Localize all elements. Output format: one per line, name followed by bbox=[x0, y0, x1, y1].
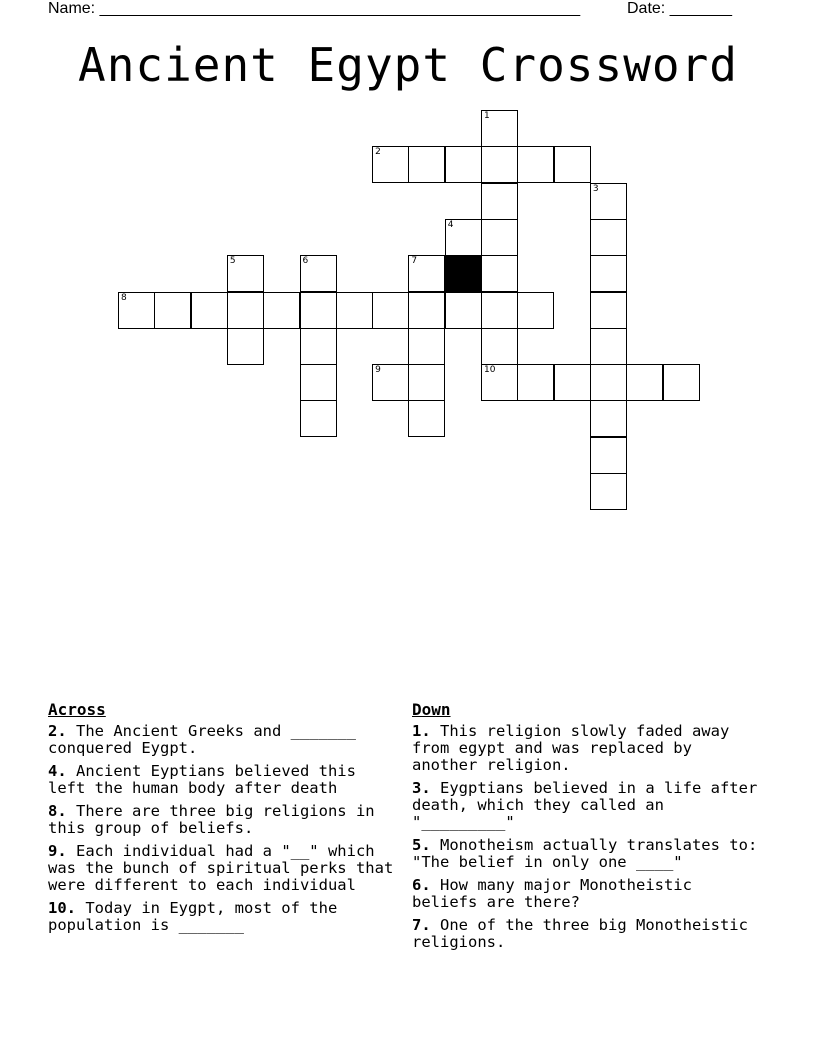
crossword-cell[interactable] bbox=[481, 110, 518, 147]
crossword-cell[interactable] bbox=[481, 255, 518, 292]
clue-text: Each individual had a "__" which was the bunch of spiritual perks that were different to each individual bbox=[48, 842, 394, 894]
across-clues bbox=[48, 700, 400, 940]
cell-number: 9 bbox=[375, 365, 381, 376]
clue-text: Ancient Eyptians believed this left the human body after death bbox=[48, 762, 356, 797]
crossword-cell[interactable] bbox=[590, 364, 627, 401]
crossword-cell[interactable] bbox=[590, 400, 627, 437]
crossword-cell[interactable] bbox=[481, 183, 518, 220]
crossword-cell[interactable] bbox=[191, 292, 228, 329]
clue-down-3 bbox=[412, 780, 762, 831]
crossword-cell[interactable] bbox=[300, 400, 337, 437]
crossword-cell[interactable] bbox=[517, 146, 554, 183]
crossword-cell[interactable] bbox=[372, 146, 409, 183]
down-clues bbox=[412, 700, 762, 957]
crossword-cell[interactable] bbox=[663, 364, 700, 401]
crossword-cell[interactable] bbox=[481, 219, 518, 256]
across-heading: Across bbox=[48, 700, 106, 719]
clue-down-1 bbox=[412, 723, 762, 774]
crossword-cell[interactable] bbox=[590, 292, 627, 329]
clue-text: Eygptians believed in a life after death, which they called an "_________" bbox=[412, 779, 758, 831]
crossword-cell[interactable] bbox=[445, 219, 482, 256]
crossword-cell[interactable] bbox=[481, 364, 518, 401]
crossword-cell[interactable] bbox=[590, 255, 627, 292]
clue-across-8 bbox=[48, 803, 400, 837]
clue-text: How many major Monotheistic beliefs are there? bbox=[412, 876, 692, 911]
crossword-cell[interactable] bbox=[590, 183, 627, 220]
page-title: Ancient Egypt Crossword bbox=[78, 38, 738, 92]
clue-number: 2. bbox=[48, 722, 67, 740]
crossword-cell[interactable] bbox=[300, 292, 337, 329]
clue-number: 9. bbox=[48, 842, 67, 860]
clue-text: Today in Eygpt, most of the population is _______ bbox=[48, 899, 338, 934]
clue-text: The Ancient Greeks and _______ conquered Eygpt. bbox=[48, 722, 356, 757]
crossword-cell[interactable] bbox=[227, 255, 264, 292]
crossword-cell[interactable] bbox=[227, 328, 264, 365]
clue-number: 4. bbox=[48, 762, 67, 780]
clue-number: 8. bbox=[48, 802, 67, 820]
crossword-cell[interactable] bbox=[590, 219, 627, 256]
crossword-cell[interactable] bbox=[590, 437, 627, 474]
crossword-cell[interactable] bbox=[517, 364, 554, 401]
crossword-cell[interactable] bbox=[554, 364, 591, 401]
crossword-cell[interactable] bbox=[372, 292, 409, 329]
cell-number: 10 bbox=[484, 365, 496, 376]
cell-number: 3 bbox=[592, 183, 599, 194]
crossword-cell[interactable] bbox=[154, 292, 191, 329]
cell-number: 2 bbox=[375, 147, 381, 158]
clue-down-7 bbox=[412, 917, 762, 951]
crossword-cell[interactable] bbox=[300, 255, 337, 292]
crossword-cell[interactable] bbox=[300, 328, 337, 365]
crossword-cell[interactable] bbox=[626, 364, 663, 401]
cell-number: 1 bbox=[484, 111, 490, 121]
clue-text: Monotheism actually translates to: "The belief in only one ____" bbox=[412, 836, 758, 871]
crossword-black-cell bbox=[445, 255, 482, 292]
cell-number: 7 bbox=[411, 256, 418, 267]
crossword-cell[interactable] bbox=[336, 292, 373, 329]
crossword-cell[interactable] bbox=[445, 292, 482, 329]
clue-down-5 bbox=[412, 837, 762, 871]
clue-number: 10. bbox=[48, 899, 76, 917]
crossword-cell[interactable] bbox=[300, 364, 337, 401]
date-field-label[interactable]: Date: _______ bbox=[627, 0, 732, 17]
clue-across-2 bbox=[48, 723, 400, 757]
crossword-cell[interactable] bbox=[481, 328, 518, 365]
crossword-cell[interactable] bbox=[445, 146, 482, 183]
crossword-cell[interactable] bbox=[263, 292, 300, 329]
clue-down-6 bbox=[412, 877, 762, 911]
clue-text: This religion slowly faded away from egypt and was replaced by another religion. bbox=[412, 722, 730, 774]
crossword-cell[interactable] bbox=[517, 292, 554, 329]
crossword-cell[interactable] bbox=[554, 146, 591, 183]
down-heading: Down bbox=[412, 700, 451, 719]
crossword-cell[interactable] bbox=[118, 292, 155, 329]
clue-across-10 bbox=[48, 900, 400, 934]
clue-number: 7. bbox=[412, 916, 431, 934]
crossword-cell[interactable] bbox=[408, 255, 445, 292]
clue-text: There are three big religions in this group of beliefs. bbox=[48, 802, 375, 837]
cell-number: 5 bbox=[229, 256, 236, 267]
crossword-cell[interactable] bbox=[372, 364, 409, 401]
crossword-cell[interactable] bbox=[481, 292, 518, 329]
cell-number: 8 bbox=[121, 292, 127, 303]
crossword-cell[interactable] bbox=[481, 146, 518, 183]
clue-across-4 bbox=[48, 763, 400, 797]
crossword-cell[interactable] bbox=[227, 292, 264, 329]
crossword-cell[interactable] bbox=[408, 400, 445, 437]
clue-number: 1. bbox=[412, 722, 431, 740]
clue-across-9 bbox=[48, 843, 400, 894]
clue-text: One of the three big Monotheistic religions. bbox=[412, 916, 748, 951]
clue-number: 3. bbox=[412, 779, 431, 797]
clue-number: 6. bbox=[412, 876, 431, 894]
name-field-label[interactable]: Name: ______________________________________________________ bbox=[48, 0, 581, 17]
crossword-cell[interactable] bbox=[408, 364, 445, 401]
cell-number: 6 bbox=[302, 256, 309, 267]
crossword-cell[interactable] bbox=[408, 146, 445, 183]
crossword-cell[interactable] bbox=[408, 328, 445, 365]
crossword-cell[interactable] bbox=[590, 328, 627, 365]
cell-number: 4 bbox=[447, 219, 454, 230]
clue-number: 5. bbox=[412, 836, 431, 854]
crossword-cell[interactable] bbox=[408, 292, 445, 329]
crossword-cell[interactable] bbox=[590, 473, 627, 510]
